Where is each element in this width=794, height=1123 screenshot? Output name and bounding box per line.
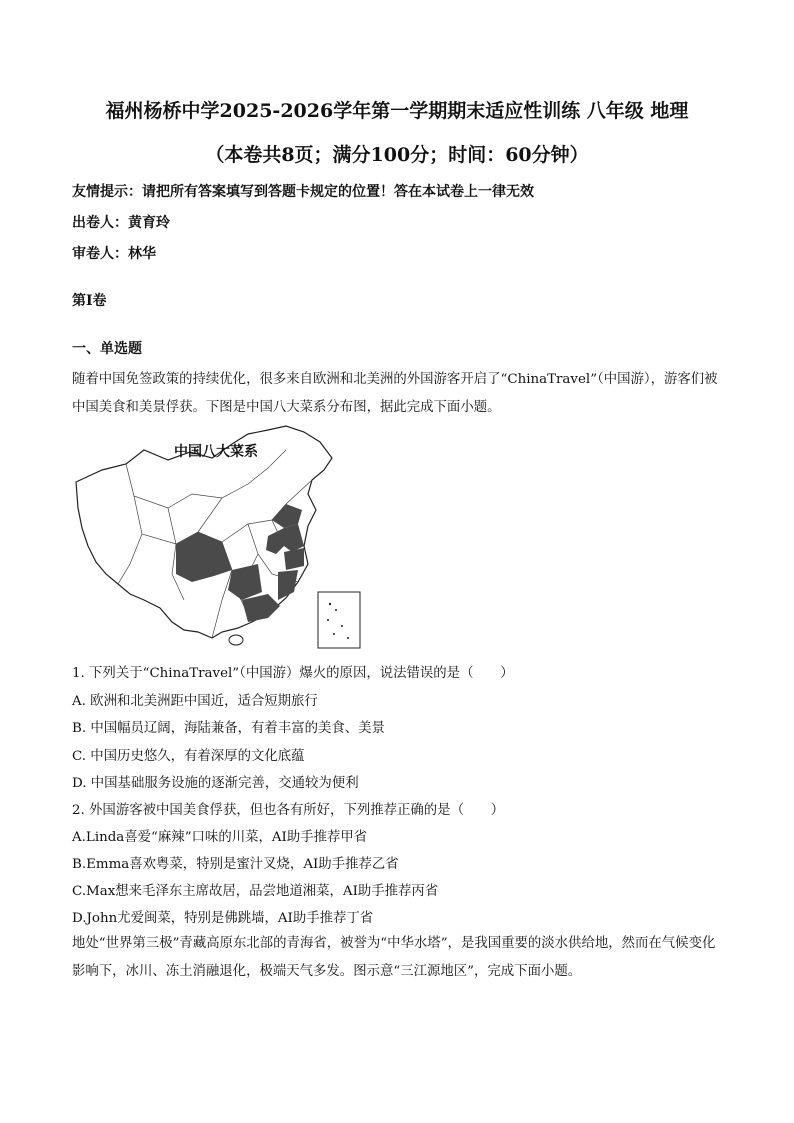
section-heading: 一、单选题	[72, 341, 142, 357]
exam-subtitle: （本卷共8页；满分100分；时间：60分钟）	[205, 144, 589, 166]
south-sea-inset	[318, 592, 360, 648]
exam-title: 福州杨桥中学2025-2026学年第一学期期末适应性训练 八年级 地理	[105, 100, 689, 122]
q2-option-c: C.Max想来毛泽东主席故居，品尝地道湘菜，AI助手推荐丙省	[72, 884, 439, 899]
question-2: 2. 外国游客被中国美食俘获，但也各有所好，下列推荐正确的是（ ）	[72, 803, 505, 818]
volume-label: 第I卷	[72, 293, 107, 309]
map-title: 中国八大菜系	[174, 444, 258, 460]
china-cuisine-map	[72, 424, 364, 652]
q1-option-b: B. 中国幅员辽阔，海陆兼备，有着丰富的美食、美景	[72, 721, 385, 736]
hainan-island	[229, 635, 243, 645]
q1-option-c: C. 中国历史悠久，有着深厚的文化底蕴	[72, 749, 305, 764]
q2-option-d: D.John尤爱闽菜，特别是佛跳墙，AI助手推荐丁省	[72, 911, 374, 926]
reviewer: 审卷人：林华	[72, 246, 156, 262]
q1-option-d: D. 中国基础服务设施的逐渐完善，交通较为便利	[72, 776, 359, 791]
notice: 友情提示：请把所有答案填写到答题卡规定的位置！答在本试卷上一律无效	[72, 184, 534, 200]
question-1: 1. 下列关于“ChinaTravel”（中国游）爆火的原因，说法错误的是（ ）	[72, 666, 514, 681]
intro-paragraph: 随着中国免签政策的持续优化，很多来自欧洲和北美洲的外国游客开启了“ChinaTravel”（中国游），游客们被中国美食和美景俘获。下图是中国八大菜系分布图，据此完成下面小题。	[72, 372, 718, 415]
q2-option-a: A.Linda喜爱“麻辣”口味的川菜，AI助手推荐甲省	[72, 830, 368, 845]
q2-option-b: B.Emma喜欢粤菜，特别是蜜汁叉烧，AI助手推荐乙省	[72, 857, 399, 872]
qinghai-paragraph: 地处“世界第三极”青藏高原东北部的青海省，被誉为“中华水塔”，是我国重要的淡水供给地，然而在气候变化影响下，冰川、冻土消融退化，极端天气多发。图示意“三江源地区”，完成下面小题。	[72, 936, 716, 979]
q1-option-a: A. 欧洲和北美洲距中国近，适合短期旅行	[72, 694, 318, 709]
setter: 出卷人：黄育玲	[72, 215, 170, 231]
